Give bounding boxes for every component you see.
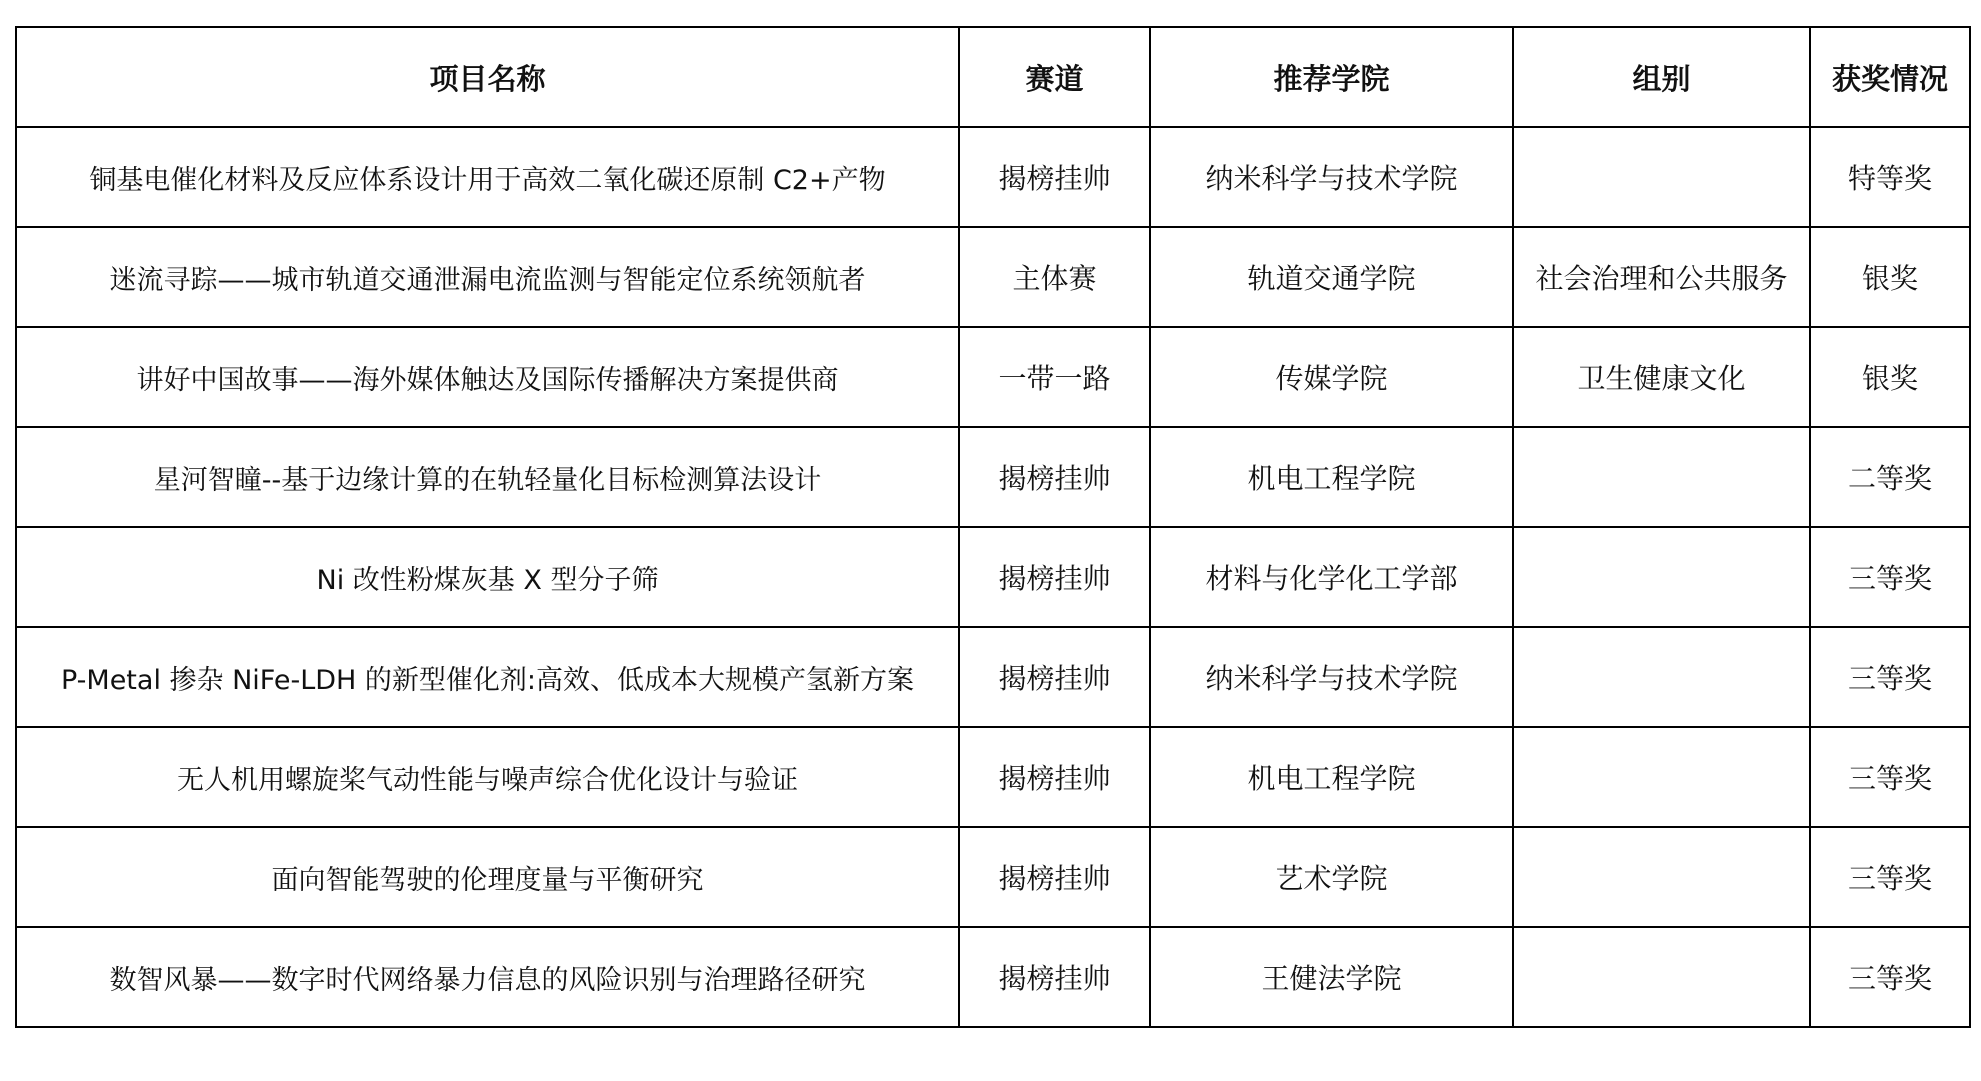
table-row xyxy=(16,727,1970,827)
group-cell xyxy=(1513,427,1810,527)
group-cell xyxy=(1513,727,1810,827)
header-track: 赛道 xyxy=(959,27,1150,127)
group-cell xyxy=(1513,127,1810,227)
award-cell: 银奖 xyxy=(1810,327,1970,427)
award-cell: 三等奖 xyxy=(1810,527,1970,627)
table-row xyxy=(16,327,1970,427)
award-cell: 三等奖 xyxy=(1810,927,1970,1027)
group-cell xyxy=(1513,827,1810,927)
header-row xyxy=(16,27,1970,127)
track-cell: 揭榜挂帅 xyxy=(959,427,1150,527)
award-cell: 银奖 xyxy=(1810,227,1970,327)
table-row xyxy=(16,127,1970,227)
project-name-cell: 迷流寻踪——城市轨道交通泄漏电流监测与智能定位系统领航者 xyxy=(16,227,959,327)
header-award: 获奖情况 xyxy=(1810,27,1970,127)
track-cell: 揭榜挂帅 xyxy=(959,727,1150,827)
table-row xyxy=(16,427,1970,527)
table-row xyxy=(16,527,1970,627)
college-cell: 机电工程学院 xyxy=(1150,427,1513,527)
college-cell: 轨道交通学院 xyxy=(1150,227,1513,327)
award-cell: 二等奖 xyxy=(1810,427,1970,527)
project-name-cell: 星河智瞳--基于边缘计算的在轨轻量化目标检测算法设计 xyxy=(16,427,959,527)
project-name-cell: 无人机用螺旋桨气动性能与噪声综合优化设计与验证 xyxy=(16,727,959,827)
track-cell: 主体赛 xyxy=(959,227,1150,327)
group-cell xyxy=(1513,627,1810,727)
project-name-cell: Ni 改性粉煤灰基 X 型分子筛 xyxy=(16,527,959,627)
table-row xyxy=(16,627,1970,727)
track-cell: 一带一路 xyxy=(959,327,1150,427)
college-cell: 材料与化学化工学部 xyxy=(1150,527,1513,627)
project-name-cell: 铜基电催化材料及反应体系设计用于高效二氧化碳还原制 C2+产物 xyxy=(16,127,959,227)
group-cell xyxy=(1513,527,1810,627)
table-row xyxy=(16,227,1970,327)
college-cell: 机电工程学院 xyxy=(1150,727,1513,827)
track-cell: 揭榜挂帅 xyxy=(959,927,1150,1027)
group-cell xyxy=(1513,927,1810,1027)
award-table xyxy=(15,26,1971,1028)
track-cell: 揭榜挂帅 xyxy=(959,827,1150,927)
college-cell: 纳米科学与技术学院 xyxy=(1150,127,1513,227)
header-group: 组别 xyxy=(1513,27,1810,127)
header-project-name: 项目名称 xyxy=(16,27,959,127)
award-cell: 三等奖 xyxy=(1810,727,1970,827)
track-cell: 揭榜挂帅 xyxy=(959,627,1150,727)
award-cell: 三等奖 xyxy=(1810,627,1970,727)
header-college: 推荐学院 xyxy=(1150,27,1513,127)
project-name-cell: 面向智能驾驶的伦理度量与平衡研究 xyxy=(16,827,959,927)
group-cell: 卫生健康文化 xyxy=(1513,327,1810,427)
table-row xyxy=(16,927,1970,1027)
college-cell: 艺术学院 xyxy=(1150,827,1513,927)
project-name-cell: 讲好中国故事——海外媒体触达及国际传播解决方案提供商 xyxy=(16,327,959,427)
table-row xyxy=(16,827,1970,927)
award-cell: 三等奖 xyxy=(1810,827,1970,927)
college-cell: 纳米科学与技术学院 xyxy=(1150,627,1513,727)
project-name-cell: 数智风暴——数字时代网络暴力信息的风险识别与治理路径研究 xyxy=(16,927,959,1027)
project-name-cell: P-Metal 掺杂 NiFe-LDH 的新型催化剂:高效、低成本大规模产氢新方案 xyxy=(16,627,959,727)
track-cell: 揭榜挂帅 xyxy=(959,127,1150,227)
college-cell: 王健法学院 xyxy=(1150,927,1513,1027)
college-cell: 传媒学院 xyxy=(1150,327,1513,427)
group-cell: 社会治理和公共服务 xyxy=(1513,227,1810,327)
track-cell: 揭榜挂帅 xyxy=(959,527,1150,627)
award-cell: 特等奖 xyxy=(1810,127,1970,227)
